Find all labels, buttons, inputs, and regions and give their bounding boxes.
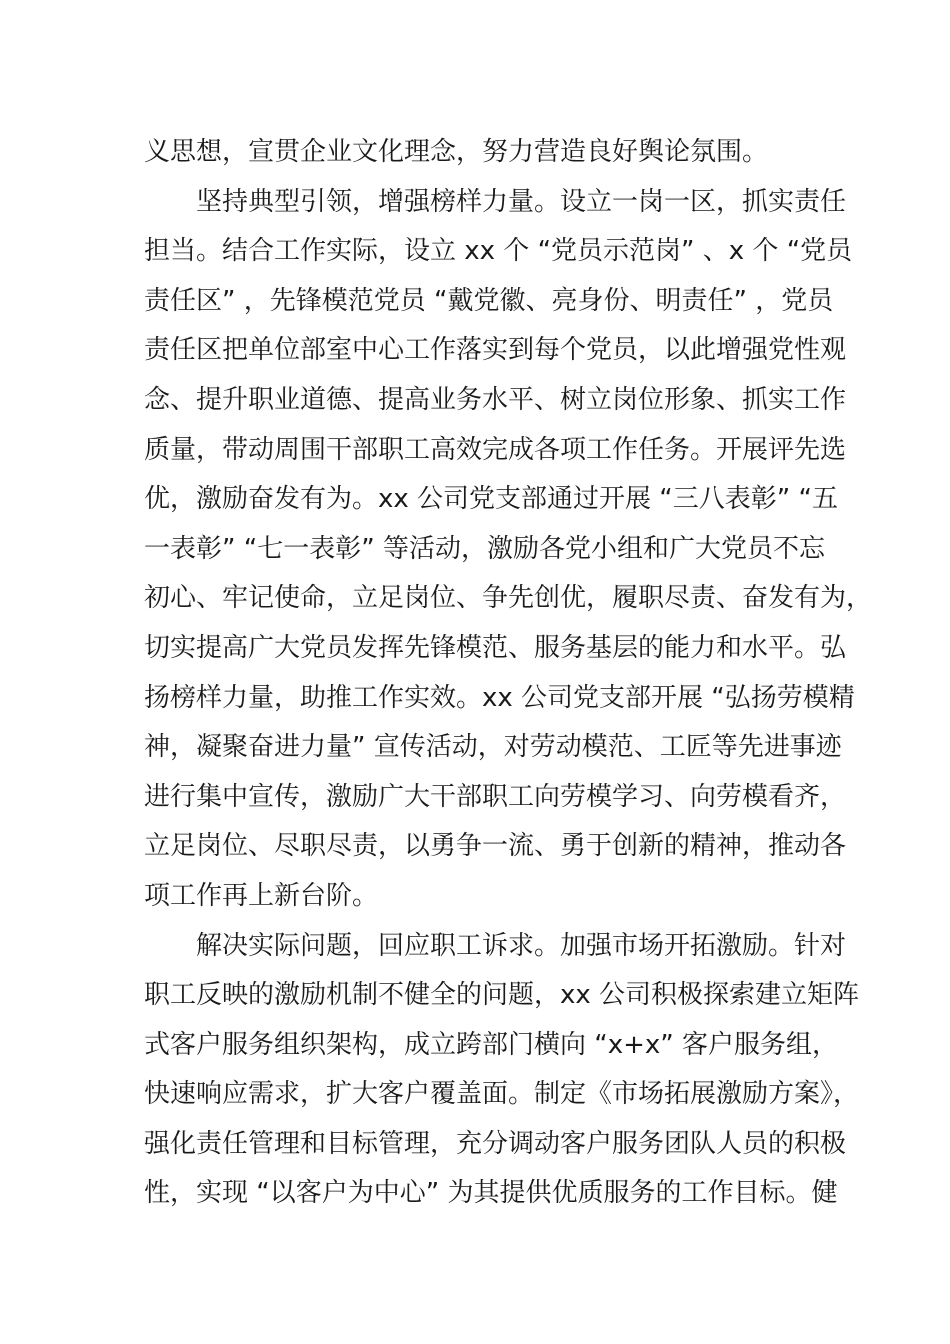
text-line: 项工作再上新台阶。 [144, 880, 379, 911]
paragraph-first-line: 解决实际问题，回应职工诉求。加强市场开拓激励。针对 [196, 930, 847, 961]
text-line: 立足岗位、尽职尽责，以勇争一流、勇于创新的精神，推动各 [144, 831, 847, 862]
text-line: 扬榜样力量，助推工作实效。xx 公司党支部开展 “弘扬劳模精 [144, 682, 855, 713]
text-line: 优，激励奋发有为。xx 公司党支部通过开展 “三八表彰” “五 [144, 484, 838, 515]
text-line: 责任区” ，先锋模范党员 “戴党徽、亮身份、明责任” ，党员 [144, 285, 834, 316]
text-line: 担当。结合工作实际，设立 xx 个 “党员示范岗” 、x 个 “党员 [144, 236, 853, 267]
text-line: 质量，带动周围干部职工高效完成各项工作任务。开展评先选 [144, 434, 847, 465]
text-line: 念、提升职业道德、提高业务水平、树立岗位形象、抓实工作 [144, 384, 847, 415]
text-line: 义思想，宣贯企业文化理念，努力营造良好舆论氛围。 [144, 137, 769, 167]
text-line: 性，实现 “以客户为中心” 为其提供优质服务的工作目标。健 [144, 1178, 838, 1209]
text-line: 神，凝聚奋进力量” 宣传活动，对劳动模范、工匠等先进事迹 [144, 732, 842, 763]
text-line: 责任区把单位部室中心工作落实到每个党员，以此增强党性观 [144, 335, 847, 366]
paragraph-first-line: 坚持典型引领，增强榜样力量。设立一岗一区，抓实责任 [196, 186, 847, 217]
text-line: 一表彰” “七一表彰” 等活动，激励各党小组和广大党员不忘 [144, 533, 825, 564]
text-line: 职工反映的激励机制不健全的问题，xx 公司积极探索建立矩阵 [144, 980, 860, 1011]
text-line: 切实提高广大党员发挥先锋模范、服务基层的能力和水平。弘 [144, 632, 847, 663]
text-line: 快速响应需求，扩大客户覆盖面。制定《市场拓展激励方案》， [144, 1079, 860, 1110]
body-text [144, 128, 873, 1219]
text-line: 式客户服务组织架构，成立跨部门横向 “x+x” 客户服务组， [144, 1029, 839, 1060]
text-line: 初心、牢记使命，立足岗位、争先创优，履职尽责、奋发有为， [144, 583, 873, 614]
text-line: 强化责任管理和目标管理，充分调动客户服务团队人员的积极 [144, 1128, 847, 1159]
text-line: 进行集中宣传，激励广大干部职工向劳模学习、向劳模看齐， [144, 781, 847, 812]
